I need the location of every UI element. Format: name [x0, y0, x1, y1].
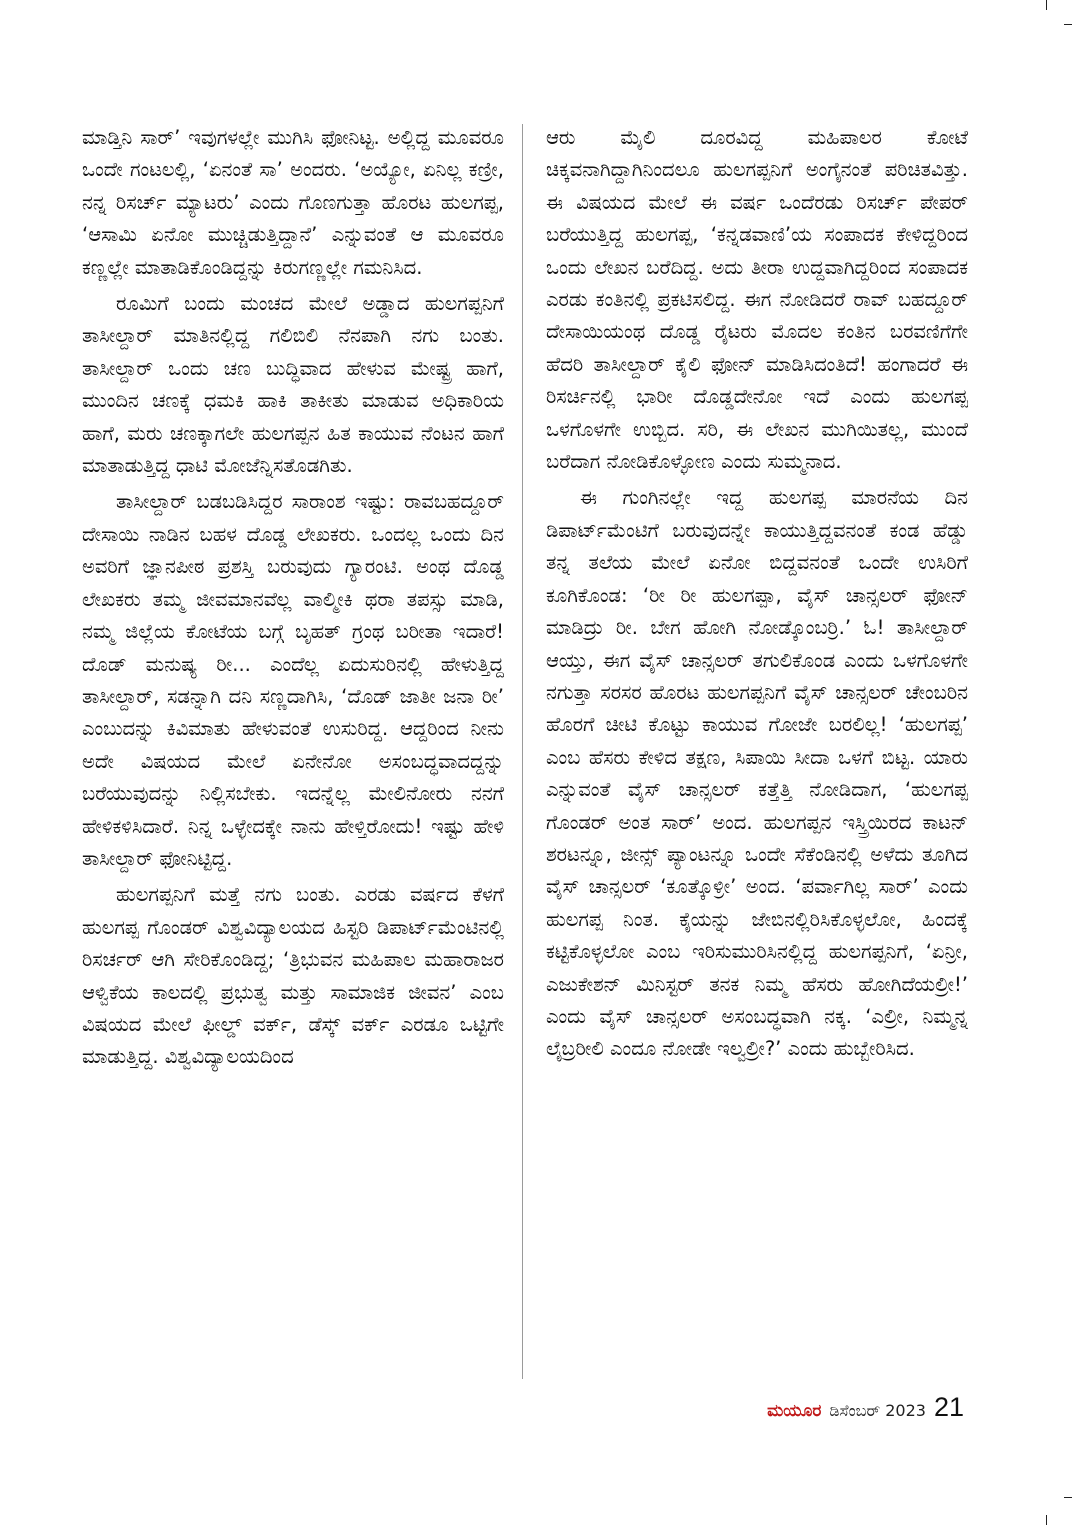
paragraph: ಆರು ಮೈಲಿ ದೂರವಿದ್ದ ಮಹಿಪಾಲರ ಕೋಟೆ ಚಿಕ್ಕವನಾಗಿದ್ದಾಗಿನಿಂದಲೂ ಹುಲಗಪ್ಪನಿಗೆ ಅಂಗೈನಂತೆ ಪರಿಚಿತವಿತ್ತು. ಈ ವಿಷಯದ ಮೇಲೆ ಈ ವರ್ಷ ಒಂದೆರಡು ರಿಸರ್ಚ್ ಪೇಪರ್ ಬರೆಯುತ್ತಿದ್ದ ಹುಲಗಪ್ಪ, ‘ಕನ್ನಡವಾಣಿ’ಯ ಸಂಪಾದಕ ಕೇಳಿದ್ದರಿಂದ ಒಂದು ಲೇಖನ ಬರೆದಿದ್ದ. ಅದು ತೀರಾ ಉದ್ದವಾಗಿದ್ದರಿಂದ ಸಂಪಾದಕ ಎರಡು ಕಂತಿನಲ್ಲಿ ಪ್ರಕಟಿಸಲಿದ್ದ. ಈಗ ನೋಡಿದರೆ ರಾವ್ ಬಹದ್ದೂರ್ ದೇಸಾಯಿಯಂಥ ದೊಡ್ಡ ರೈಟರು ಮೊದಲ ಕಂತಿನ ಬರವಣಿಗೆಗೇ ಹೆದರಿ ತಾಸೀಲ್ದಾರ್ ಕೈಲಿ ಫೋನ್ ಮಾಡಿಸಿದಂತಿದೆ! ಹಂಗಾದರೆ ಈ ರಿಸರ್ಚಿನಲ್ಲಿ ಭಾರೀ ದೊಡ್ಡದೇನೋ ಇದೆ ಎಂದು ಹುಲಗಪ್ಪ ಒಳಗೊಳಗೇ ಉಬ್ಬಿದ. ಸರಿ, ಈ ಲೇಖನ ಮುಗಿಯಿತಲ್ಲ, ಮುಂದೆ ಬರೆದಾಗ ನೋಡಿಕೊಳ್ಳೋಣ ಎಂದು ಸುಮ್ಮನಾದ.	[546, 126, 968, 474]
page-footer	[767, 1392, 964, 1428]
right-column	[546, 122, 968, 1394]
issue-date: ಡಿಸೆಂಬರ್ 2023	[829, 1401, 926, 1420]
paragraph: ರೂಮಿಗೆ ಬಂದು ಮಂಚದ ಮೇಲೆ ಅಡ್ಡಾದ ಹುಲಗಪ್ಪನಿಗೆ ತಾಸೀಲ್ದಾರ್ ಮಾತಿನಲ್ಲಿದ್ದ ಗಲಿಬಿಲಿ ನೆನಪಾಗಿ ನಗು ಬಂತು. ತಾಸೀಲ್ದಾರ್ ಒಂದು ಚಣ ಬುದ್ಧಿವಾದ ಹೇಳುವ ಮೇಷ್ಟ್ರ ಹಾಗೆ, ಮುಂದಿನ ಚಣಕ್ಕೆ ಧಮಕಿ ಹಾಕಿ ತಾಕೀತು ಮಾಡುವ ಅಧಿಕಾರಿಯ ಹಾಗೆ, ಮರು ಚಣಕ್ಕಾಗಲೇ ಹುಲಗಪ್ಪನ ಹಿತ ಕಾಯುವ ನೆಂಟನ ಹಾಗೆ ಮಾತಾಡುತ್ತಿದ್ದ ಧಾಟಿ ಮೋಜೆನ್ನಿಸತೊಡಗಿತು.	[82, 292, 504, 478]
magazine-name: ಮಯೂರ	[767, 1401, 822, 1421]
crop-mark-top-right	[1046, 0, 1047, 10]
left-column	[82, 122, 504, 1394]
crop-mark-right-lower	[1064, 1497, 1072, 1498]
page-number: 21	[933, 1392, 964, 1422]
paragraph: ಈ ಗುಂಗಿನಲ್ಲೇ ಇದ್ದ ಹುಲಗಪ್ಪ ಮಾರನೆಯ ದಿನ ಡಿಪಾರ್ಟ್‌ಮೆಂಟಿಗೆ ಬರುವುದನ್ನೇ ಕಾಯುತ್ತಿದ್ದವನಂತೆ ಕಂಡ ಹೆಡ್ಡು ತನ್ನ ತಲೆಯ ಮೇಲೆ ಏನೋ ಬಿದ್ದವನಂತೆ ಒಂದೇ ಉಸಿರಿಗೆ ಕೂಗಿಕೊಂಡ: ‘ರೀ ರೀ ಹುಲಗಪ್ಪಾ, ವೈಸ್ ಚಾನ್ಸಲರ್ ಫೋನ್ ಮಾಡಿದ್ರು ರೀ. ಬೇಗ ಹೋಗಿ ನೋಡ್ಕೊಂಬರ್ರಿ.’ ಓ! ತಾಸೀಲ್ದಾರ್ ಆಯ್ತು, ಈಗ ವೈಸ್ ಚಾನ್ಸಲರ್ ತಗುಲಿಕೊಂಡ ಎಂದು ಒಳಗೊಳಗೇ ನಗುತ್ತಾ ಸರಸರ ಹೊರಟ ಹುಲಗಪ್ಪನಿಗೆ ವೈಸ್ ಚಾನ್ಸಲರ್ ಚೇಂಬರಿನ ಹೊರಗೆ ಚೀಟಿ ಕೊಟ್ಟು ಕಾಯುವ ಗೋಜೇ ಬರಲಿಲ್ಲ! ‘ಹುಲಗಪ್ಪ’ ಎಂಬ ಹೆಸರು ಕೇಳಿದ ತಕ್ಷಣ, ಸಿಪಾಯಿ ಸೀದಾ ಒಳಗೆ ಬಿಟ್ಟ. ಯಾರು ಎನ್ನುವಂತೆ ವೈಸ್ ಚಾನ್ಸಲರ್ ಕತ್ತೆತ್ತಿ ನೋಡಿದಾಗ, ‘ಹುಲಗಪ್ಪ ಗೊಂಡರ್ ಅಂತ ಸಾರ್’ ಅಂದ. ಹುಲಗಪ್ಪನ ಇಸ್ತ್ರಿಯಿರದ ಕಾಟನ್ ಶರಟನ್ನೂ, ಜೀನ್ಸ್ ಪ್ಯಾಂಟನ್ನೂ ಒಂದೇ ಸೆಕೆಂಡಿನಲ್ಲಿ ಅಳೆದು ತೂಗಿದ ವೈಸ್ ಚಾನ್ಸಲರ್ ‘ಕೂತ್ಕೊಳ್ರೀ’ ಅಂದ. ‘ಪರ್ವಾಗಿಲ್ಲ ಸಾರ್’ ಎಂದು ಹುಲಗಪ್ಪ ನಿಂತ. ಕೈಯನ್ನು ಜೇಬಿನಲ್ಲಿರಿಸಿಕೊಳ್ಳಲೋ, ಹಿಂದಕ್ಕೆ ಕಟ್ಟಿಕೊಳ್ಳಲೋ ಎಂಬ ಇರಿಸುಮುರಿಸಿನಲ್ಲಿದ್ದ ಹುಲಗಪ್ಪನಿಗೆ, ‘ಏನ್ರೀ, ಎಜುಕೇಶನ್ ಮಿನಿಸ್ಟರ್ ತನಕ ನಿಮ್ಮ ಹೆಸರು ಹೋಗಿದೆಯಲ್ರೀ!’ ಎಂದು ವೈಸ್ ಚಾನ್ಸಲರ್ ಅಸಂಬದ್ಧವಾಗಿ ನಕ್ಕ. ‘ಎಲ್ರೀ, ನಿಮ್ಮನ್ನ ಲೈಬ್ರರೀಲಿ ಎಂದೂ ನೋಡೇ ಇಲ್ವಲ್ರೀ?’ ಎಂದು ಹುಬ್ಬೇರಿಸಿದ.	[546, 486, 968, 1061]
crop-mark-bottom-right	[1046, 1515, 1047, 1525]
paragraph: ಮಾಡ್ತಿನಿ ಸಾರ್’ ಇವುಗಳಲ್ಲೇ ಮುಗಿಸಿ ಫೋನಿಟ್ಟ. ಅಲ್ಲಿದ್ದ ಮೂವರೂ ಒಂದೇ ಗಂಟಲಲ್ಲಿ, ‘ಏನಂತೆ ಸಾ’ ಅಂದರು. ‘ಅಯ್ಯೋ, ಏನಿಲ್ಲ ಕಣ್ರೀ, ನನ್ನ ರಿಸರ್ಚ್ ಮ್ಯಾಟರು’ ಎಂದು ಗೊಣಗುತ್ತಾ ಹೊರಟ ಹುಲಗಪ್ಪ, ‘ಆಸಾಮಿ ಏನೋ ಮುಚ್ಚಿಡುತ್ತಿದ್ದಾನೆ’ ಎನ್ನುವಂತೆ ಆ ಮೂವರೂ ಕಣ್ಣಲ್ಲೇ ಮಾತಾಡಿಕೊಂಡಿದ್ದನ್ನು ಕಿರುಗಣ್ಣಲ್ಲೇ ಗಮನಿಸಿದ.	[82, 126, 504, 279]
paragraph: ಹುಲಗಪ್ಪನಿಗೆ ಮತ್ತೆ ನಗು ಬಂತು. ಎರಡು ವರ್ಷದ ಕೆಳಗೆ ಹುಲಗಪ್ಪ ಗೊಂಡರ್ ವಿಶ್ವವಿದ್ಯಾಲಯದ ಹಿಸ್ಟರಿ ಡಿಪಾರ್ಟ್‌ಮೆಂಟಿನಲ್ಲಿ ರಿಸರ್ಚರ್ ಆಗಿ ಸೇರಿಕೊಂಡಿದ್ದ; ‘ತ್ರಿಭುವನ ಮಹಿಪಾಲ ಮಹಾರಾಜರ ಆಳ್ವಿಕೆಯ ಕಾಲದಲ್ಲಿ ಪ್ರಭುತ್ವ ಮತ್ತು ಸಾಮಾಜಿಕ ಜೀವನ’ ಎಂಬ ವಿಷಯದ ಮೇಲೆ ಫೀಲ್ಡ್ ವರ್ಕ್, ಡೆಸ್ಕ್ ವರ್ಕ್ ಎರಡೂ ಒಟ್ಟಿಗೇ ಮಾಡುತ್ತಿದ್ದ. ವಿಶ್ವವಿದ್ಯಾಲಯದಿಂದ	[82, 883, 504, 1069]
crop-mark-right-upper	[1064, 24, 1072, 25]
article-body	[82, 122, 968, 1394]
paragraph: ತಾಸೀಲ್ದಾರ್ ಬಡಬಡಿಸಿದ್ದರ ಸಾರಾಂಶ ಇಷ್ಟು: ರಾವಬಹದ್ದೂರ್ ದೇಸಾಯಿ ನಾಡಿನ ಬಹಳ ದೊಡ್ಡ ಲೇಖಕರು. ಒಂದಲ್ಲ ಒಂದು ದಿನ ಅವರಿಗೆ ಜ್ಞಾನಪೀಠ ಪ್ರಶಸ್ತಿ ಬರುವುದು ಗ್ಯಾರಂಟಿ. ಅಂಥ ದೊಡ್ಡ ಲೇಖಕರು ತಮ್ಮ ಜೀವಮಾನವೆಲ್ಲ ವಾಲ್ಮೀಕಿ ಥರಾ ತಪಸ್ಸು ಮಾಡಿ, ನಮ್ಮ ಜಿಲ್ಲೆಯ ಕೋಟೆಯ ಬಗ್ಗೆ ಬೃಹತ್ ಗ್ರಂಥ ಬರೀತಾ ಇದಾರೆ! ದೊಡ್ ಮನುಷ್ಯ ರೀ... ಎಂದೆಲ್ಲ ಏದುಸುರಿನಲ್ಲಿ ಹೇಳುತ್ತಿದ್ದ ತಾಸೀಲ್ದಾರ್, ಸಡನ್ನಾಗಿ ದನಿ ಸಣ್ಣದಾಗಿಸಿ, ‘ದೊಡ್ ಜಾತೀ ಜನಾ ರೀ’ ಎಂಬುದನ್ನು ಕಿವಿಮಾತು ಹೇಳುವಂತೆ ಉಸುರಿದ್ದ. ಆದ್ದರಿಂದ ನೀನು ಅದೇ ವಿಷಯದ ಮೇಲೆ ಏನೇನೋ ಅಸಂಬದ್ಧವಾದದ್ದನ್ನು ಬರೆಯುವುದನ್ನು ನಿಲ್ಲಿಸಬೇಕು. ಇದನ್ನೆಲ್ಲ ಮೇಲಿನೋರು ನನಗೆ ಹೇಳಿಕಳಿಸಿದಾರೆ. ನಿನ್ನ ಒಳ್ಳೇದಕ್ಕೇ ನಾನು ಹೇಳ್ತಿರೋದು! ಇಷ್ಟು ಹೇಳಿ ತಾಸೀಲ್ದಾರ್ ಫೋನಿಟ್ಟಿದ್ದ.	[82, 490, 504, 870]
